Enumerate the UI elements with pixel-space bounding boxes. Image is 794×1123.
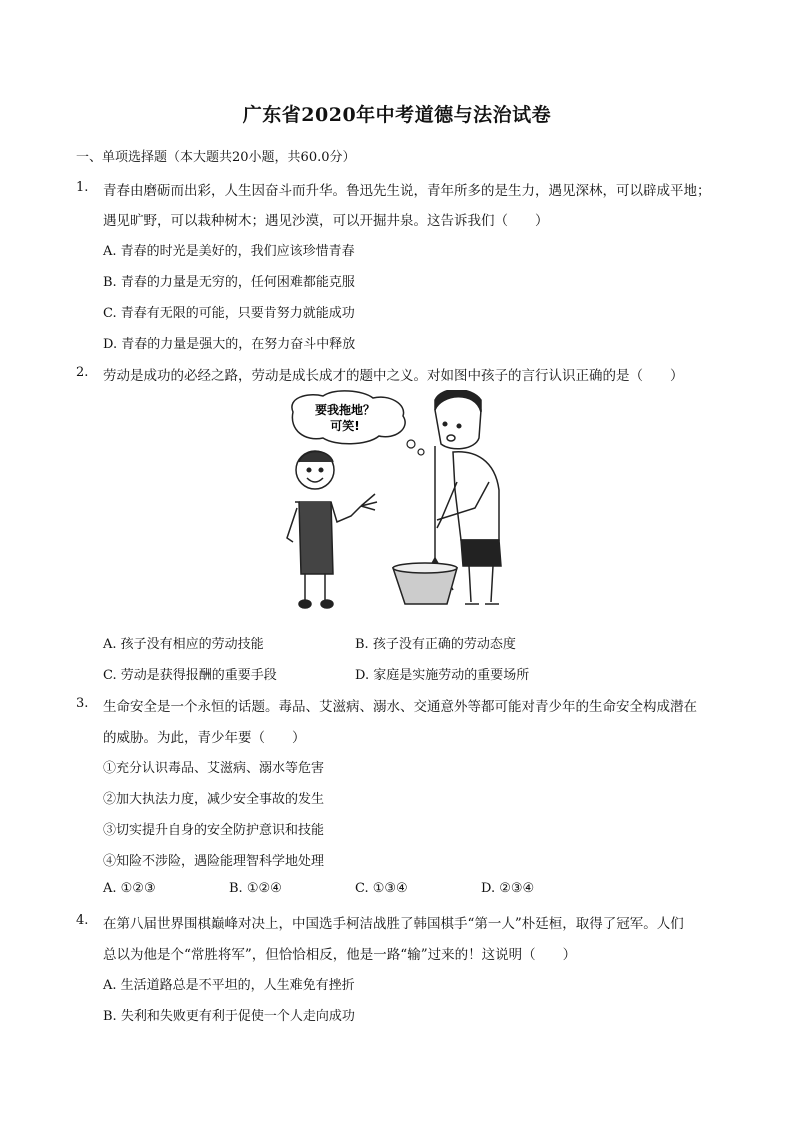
question-2-option-d: D. 家庭是实施劳动的重要场所 (355, 668, 530, 683)
question-3-item-1: ①充分认识毒品、艾滋病、溺水等危害 (103, 761, 325, 776)
question-3-option-d: D. ②③④ (481, 881, 535, 896)
thought-bubble (292, 391, 405, 444)
question-2-option-a: A. 孩子没有相应的劳动技能 (103, 637, 264, 652)
cartoon-illustration (285, 390, 515, 618)
boy-figure (287, 451, 377, 608)
question-2-stem-line1: 劳动是成功的必经之路，劳动是成长成才的题中之义。对如图中孩子的言行认识正确的是（ ） (103, 368, 684, 384)
bubble-text-1: 要我拖地？ (314, 403, 376, 417)
question-3-option-b: B. ①②④ (229, 881, 282, 896)
question-1-option-c: C. 青春有无限的可能，只要肯努力就能成功 (103, 306, 355, 321)
bubble-text-2: 可笑! (330, 419, 360, 433)
question-3-option-a: A. ①②③ (103, 881, 156, 896)
question-3-item-3: ③切实提升自身的安全防护意识和技能 (103, 823, 325, 838)
question-4-stem-line1: 在第八届世界围棋巅峰对决上，中国选手柯洁战胜了韩国棋手“第一人”朴廷桓，取得了冠军。人们 (103, 916, 684, 932)
question-3-item-2: ②加大执法力度，减少安全事故的发生 (103, 792, 325, 807)
bubble-dot-1 (407, 440, 415, 448)
page-title: 广东省2020年中考道德与法治试卷 (242, 104, 552, 126)
question-3-option-c: C. ①③④ (355, 881, 408, 896)
question-1-stem-line1: 青春由磨砺而出彩，人生因奋斗而升华。鲁迅先生说，青年所多的是生力，遇见深林，可以辟成平地； (103, 183, 711, 199)
question-1-option-d: D. 青春的力量是强大的，在努力奋斗中释放 (103, 337, 356, 352)
question-4-option-a: A. 生活道路总是不平坦的，人生难免有挫折 (103, 978, 355, 993)
question-2-number: 2. (76, 365, 89, 380)
question-4-stem-line2: 总以为他是个“常胜将军”，但恰恰相反，他是一路“输”过来的！这说明（ ） (103, 947, 577, 963)
bubble-dot-2 (418, 449, 424, 455)
mop-and-bucket (393, 446, 457, 604)
question-1-option-a: A. 青春的时光是美好的，我们应该珍惜青春 (103, 244, 355, 259)
question-4-number: 4. (76, 913, 89, 928)
section-heading: 一、单项选择题（本大题共20小题，共60.0分） (76, 150, 356, 165)
question-1-option-b: B. 青春的力量是无穷的，任何困难都能克服 (103, 275, 355, 290)
question-2-option-c: C. 劳动是获得报酬的重要手段 (103, 668, 277, 683)
question-3-stem-line1: 生命安全是一个永恒的话题。毒品、艾滋病、溺水、交通意外等都可能对青少年的生命安全构成潜在 (103, 699, 697, 715)
question-3-item-4: ④知险不涉险，遇险能理智科学地处理 (103, 854, 325, 869)
question-3-number: 3. (76, 696, 89, 711)
question-1-stem-line2: 遇见旷野，可以栽种树木；遇见沙漠，可以开掘井泉。这告诉我们（ ） (103, 213, 549, 229)
question-1-number: 1. (76, 180, 89, 195)
question-2-option-b: B. 孩子没有正确的劳动态度 (355, 637, 516, 652)
question-3-stem-line2: 的威胁。为此，青少年要（ ） (103, 730, 306, 746)
question-4-option-b: B. 失利和失败更有利于促使一个人走向成功 (103, 1009, 355, 1024)
